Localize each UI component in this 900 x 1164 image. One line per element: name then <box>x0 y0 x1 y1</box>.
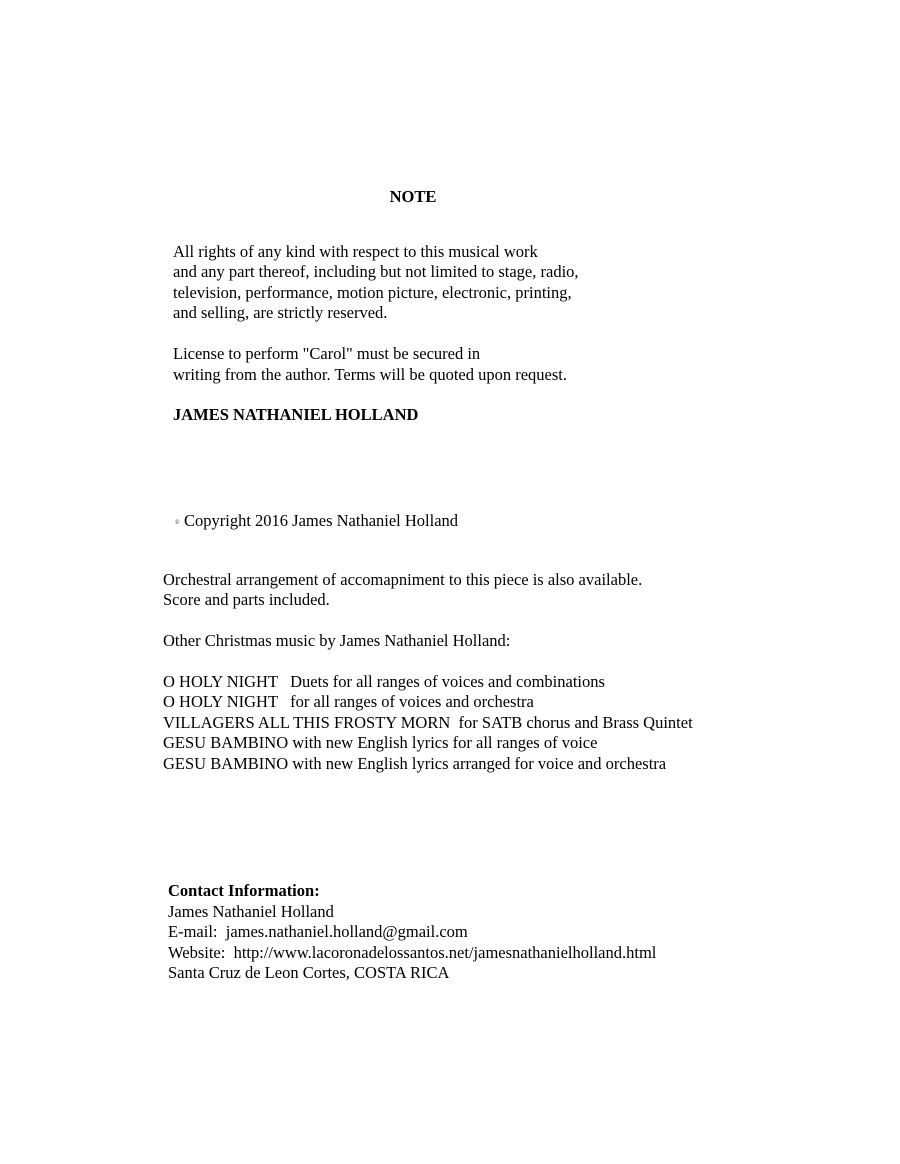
other-music-item: GESU BAMBINO with new English lyrics for all ranges of voice <box>163 733 598 752</box>
other-music-item: O HOLY NIGHT Duets for all ranges of voices and combinations <box>163 672 605 691</box>
license-line-2: writing from the author. Terms will be quoted upon request. <box>173 365 568 384</box>
rights-line-4: and selling, are strictly reserved. <box>173 303 388 322</box>
contact-name: James Nathaniel Holland <box>168 902 334 921</box>
rights-line-1: All rights of any kind with respect to this musical work <box>173 242 538 261</box>
note-title: NOTE <box>389 187 437 206</box>
other-music-heading: Other Christmas music by James Nathaniel Holland: <box>163 631 511 650</box>
copyright-symbol: © <box>175 520 180 526</box>
orchestral-line-2: Score and parts included. <box>163 590 330 609</box>
orchestral-line-1: Orchestral arrangement of accomapniment to this piece is also available. <box>163 570 643 589</box>
rights-line-3: television, performance, motion picture, electronic, printing, <box>173 283 572 302</box>
contact-location: Santa Cruz de Leon Cortes, COSTA RICA <box>168 963 450 982</box>
copyright-text: Copyright 2016 James Nathaniel Holland <box>184 511 459 530</box>
rights-line-2: and any part thereof, including but not limited to stage, radio, <box>173 262 579 281</box>
other-music-item: O HOLY NIGHT for all ranges of voices and orchestra <box>163 692 534 711</box>
contact-heading: Contact Information: <box>168 881 320 900</box>
other-music-item: GESU BAMBINO with new English lyrics arranged for voice and orchestra <box>163 754 667 773</box>
license-line-1: License to perform "Carol" must be secured in <box>173 344 481 363</box>
contact-email: E-mail: james.nathaniel.holland@gmail.com <box>168 922 468 941</box>
other-music-item: VILLAGERS ALL THIS FROSTY MORN for SATB chorus and Brass Quintet <box>163 713 693 732</box>
contact-website: Website: http://www.lacoronadelossantos.net/jamesnathanielholland.html <box>168 943 657 962</box>
author-name: JAMES NATHANIEL HOLLAND <box>173 405 419 424</box>
